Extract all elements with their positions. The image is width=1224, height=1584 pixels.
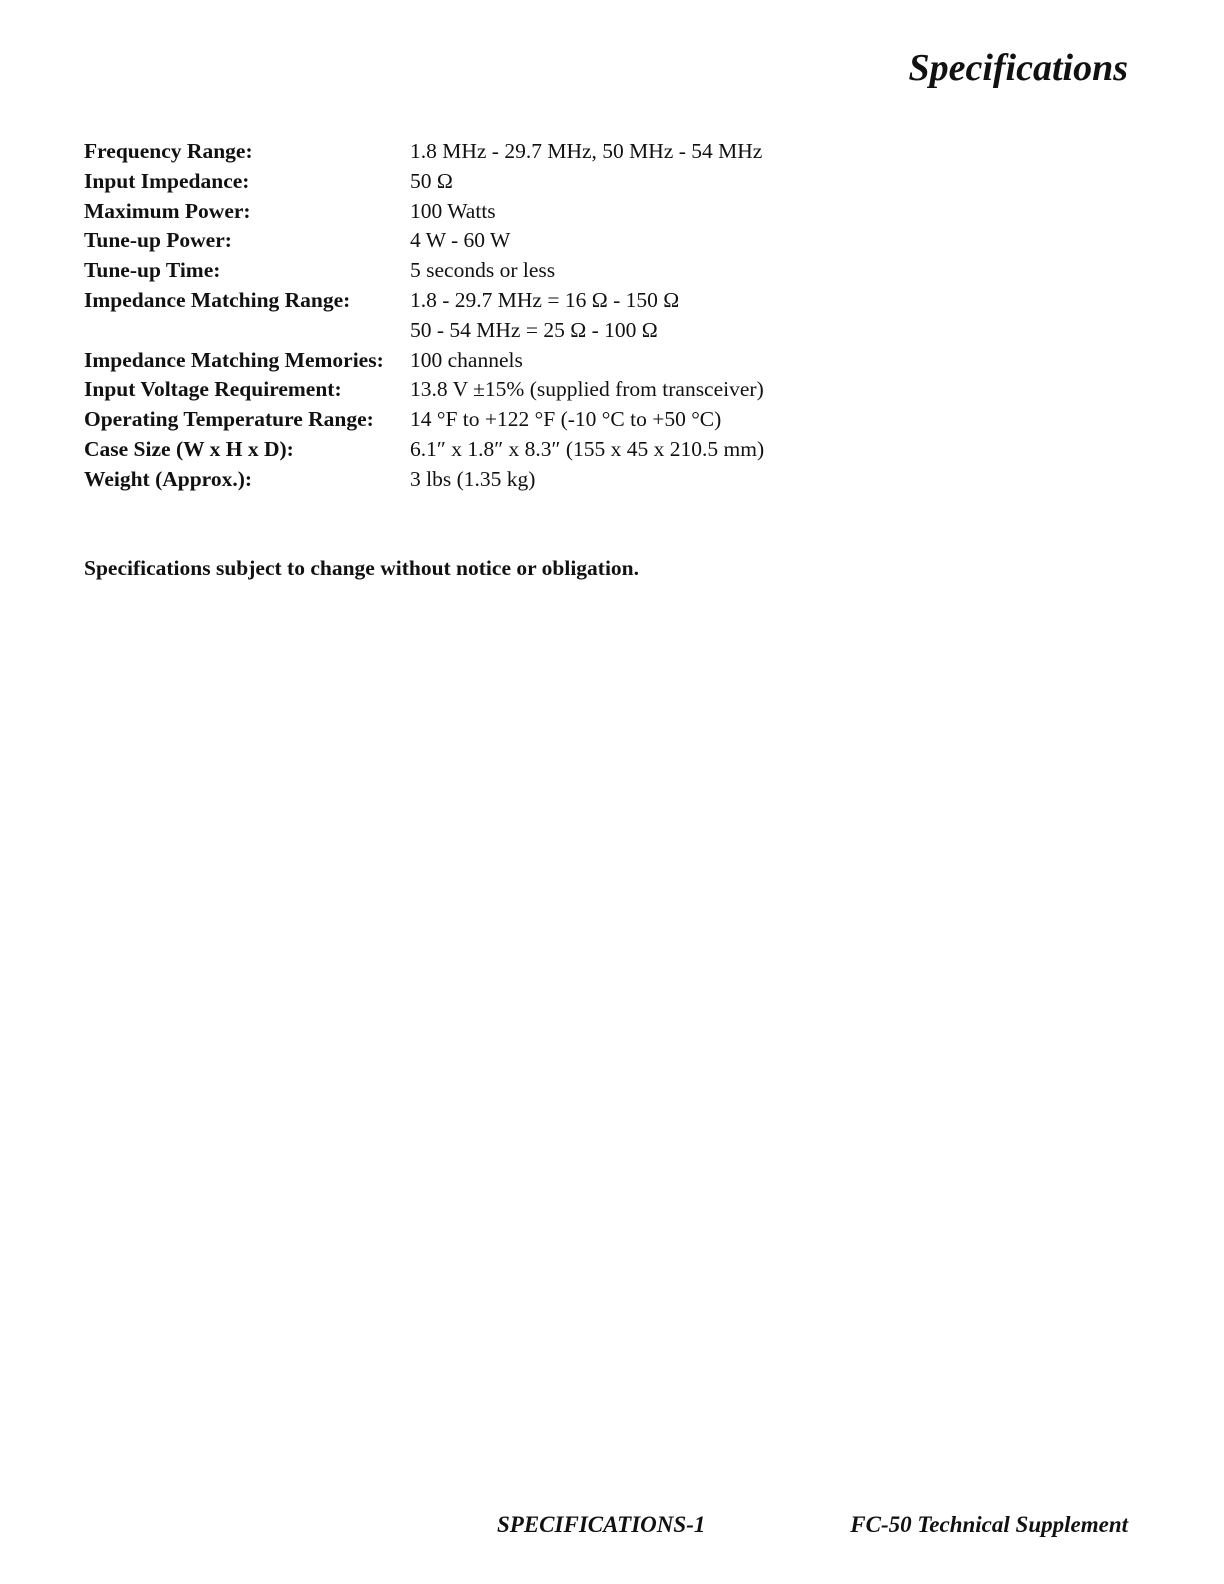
spec-row-operating-temperature <box>84 405 764 435</box>
footer-page-label: SPECIFICATIONS-1 <box>497 1512 706 1537</box>
spec-label: Maximum Power: <box>84 198 251 223</box>
spec-value: 6.1″ x 1.8″ x 8.3″ (155 x 45 x 210.5 mm) <box>410 436 765 461</box>
spec-row-impedance-matching-memories <box>84 346 764 376</box>
spec-label: Input Voltage Requirement: <box>84 377 342 402</box>
spec-label: Frequency Range: <box>84 139 253 163</box>
spec-table <box>84 137 764 495</box>
spec-row-maximum-power <box>84 197 764 227</box>
footer-document-title: FC-50 Technical Supplement <box>850 1512 1128 1537</box>
spec-value: 1.8 - 29.7 MHz = 16 Ω - 150 Ω <box>410 287 680 312</box>
spec-row-weight <box>84 465 764 495</box>
spec-value: 4 W - 60 W <box>410 228 511 253</box>
spec-label: Tune-up Time: <box>84 258 221 283</box>
spec-value: 100 Watts <box>410 198 496 223</box>
disclaimer-note: Specifications subject to change without notice or obligation. <box>84 556 640 580</box>
spec-row-input-impedance <box>84 167 764 197</box>
spec-value: 1.8 MHz - 29.7 MHz, 50 MHz - 54 MHz <box>410 139 763 163</box>
spec-value: 100 channels <box>410 347 523 372</box>
spec-label: Case Size (W x H x D): <box>84 436 294 461</box>
spec-row-impedance-matching-range-cont <box>84 316 764 346</box>
spec-row-impedance-matching-range <box>84 286 764 316</box>
spec-row-frequency-range <box>84 137 764 167</box>
spec-label: Input Impedance: <box>84 168 250 193</box>
spec-value: 14 °F to +122 °F (-10 °C to +50 °C) <box>410 407 722 432</box>
spec-row-tune-up-time <box>84 256 764 286</box>
spec-row-case-size <box>84 435 764 465</box>
spec-row-tune-up-power <box>84 226 764 256</box>
spec-value: 5 seconds or less <box>410 258 556 283</box>
spec-label: Impedance Matching Range: <box>84 287 351 312</box>
spec-value: 3 lbs (1.35 kg) <box>410 466 536 491</box>
page-title: Specifications <box>908 47 1128 89</box>
spec-value: 13.8 V ±15% (supplied from transceiver) <box>410 377 764 402</box>
spec-label: Weight (Approx.): <box>84 466 253 491</box>
spec-value: 50 Ω <box>410 168 453 193</box>
spec-label: Operating Temperature Range: <box>84 407 374 432</box>
spec-label: Impedance Matching Memories: <box>84 347 384 372</box>
spec-label <box>84 316 410 346</box>
spec-row-input-voltage <box>84 375 764 405</box>
spec-value: 50 - 54 MHz = 25 Ω - 100 Ω <box>410 317 658 342</box>
spec-label: Tune-up Power: <box>84 228 232 253</box>
